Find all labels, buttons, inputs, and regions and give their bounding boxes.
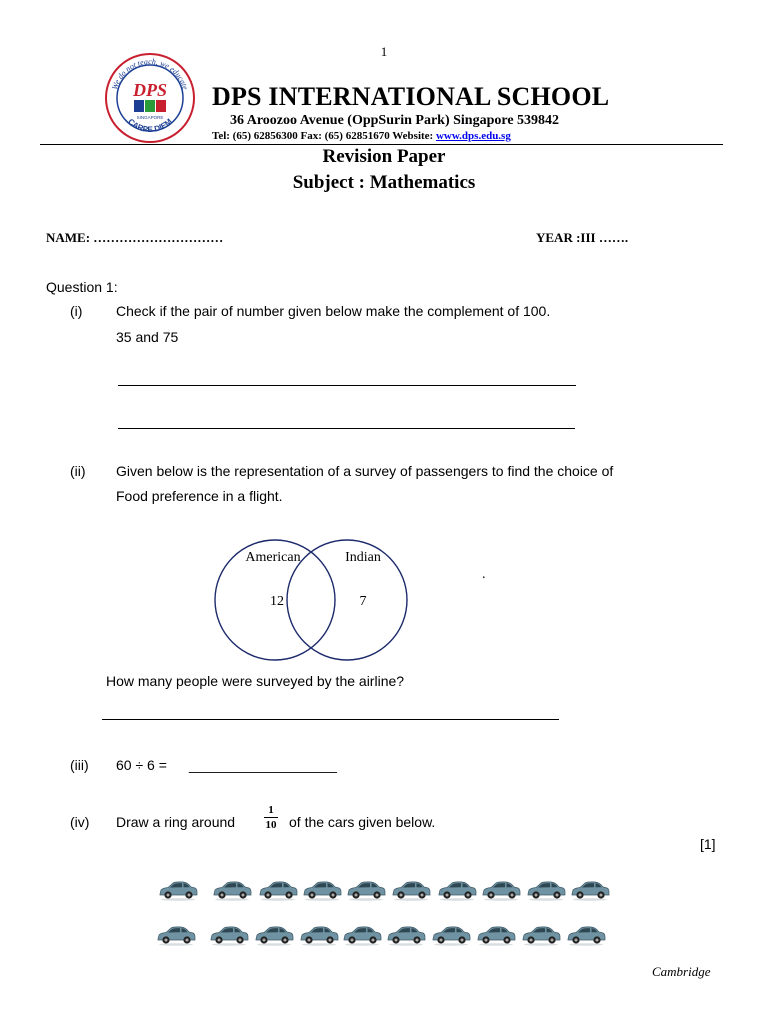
venn-label-american: American (245, 550, 301, 565)
name-field: NAME: ………………………… (46, 230, 224, 245)
car-icon (437, 879, 477, 901)
part-ii-text: Given below is the representation of a survey of passengers to find the choice of (116, 463, 614, 479)
part-i-text: Check if the pair of number given below make the complement of 100. (116, 303, 551, 319)
fraction-numerator: 1 (268, 804, 274, 816)
part-ii-prompt: How many people were surveyed by the airline? (106, 673, 405, 689)
school-name: DPS INTERNATIONAL SCHOOL (212, 82, 610, 111)
part-i-number: (i) (70, 303, 83, 319)
fraction-denominator: 10 (265, 819, 277, 831)
school-logo (104, 52, 196, 144)
venn-value-american: 12 (270, 594, 284, 609)
contact-details: Tel: (65) 62856300 Fax: (65) 62851670 Website: (212, 130, 436, 142)
venn-diagram (200, 535, 500, 665)
car-icon (566, 924, 606, 946)
car-icon (299, 924, 339, 946)
page-number: 1 (380, 44, 388, 59)
footer-cambridge: Cambridge (652, 964, 711, 979)
stray-mark: . (482, 567, 486, 582)
car-icon (391, 879, 431, 901)
car-icon (526, 879, 566, 901)
car-icon (158, 879, 198, 901)
car-icon (254, 924, 294, 946)
question-label: Question 1: (46, 279, 118, 295)
fraction (261, 804, 281, 831)
website-link[interactable]: www.dps.edu.sg (435, 130, 511, 142)
car-icon (212, 879, 252, 901)
logo-top-arc-text: We do not teach, we educate (110, 56, 190, 91)
paper-title: Revision Paper (322, 146, 446, 167)
fraction-bar (264, 817, 278, 818)
venn-value-indian: 7 (359, 594, 367, 609)
header-rule (40, 144, 723, 145)
answer-line-ii (102, 719, 559, 720)
part-iii-expression: 60 ÷ 6 = (116, 757, 167, 773)
logo-country: SINGAPORE (136, 115, 164, 120)
year-field: YEAR :III ……. (536, 230, 629, 245)
part-iii-number: (iii) (70, 757, 89, 773)
car-icon (156, 924, 196, 946)
school-address: 36 Aroozoo Avenue (OppSurin Park) Singapore 539842 (230, 113, 560, 128)
car-icon (386, 924, 426, 946)
part-iii-answer-blank: ___________________ (189, 757, 337, 773)
car-icon (342, 924, 382, 946)
part-iv-text-after: of the cars given below. (289, 814, 436, 830)
car-icon (258, 879, 298, 901)
car-icon (570, 879, 610, 901)
part-ii-text-continued: Food preference in a flight. (116, 488, 283, 504)
car-icon (481, 879, 521, 901)
school-contact (212, 130, 511, 142)
part-iv-text-before: Draw a ring around (116, 814, 236, 830)
car-icon (521, 924, 561, 946)
answer-line-i-2 (118, 428, 575, 429)
marks-label: [1] (700, 836, 716, 852)
car-icon (302, 879, 342, 901)
part-i-numbers: 35 and 75 (116, 329, 179, 345)
venn-label-indian: Indian (345, 550, 381, 565)
part-iv-number: (iv) (70, 814, 90, 830)
car-icon (209, 924, 249, 946)
answer-line-i-1 (118, 385, 576, 386)
logo-initials: DPS (132, 80, 168, 100)
paper-subject: Subject : Mathematics (292, 172, 476, 193)
part-ii-number: (ii) (70, 463, 86, 479)
car-icon (476, 924, 516, 946)
logo-motto-text: CARPE DIEM (126, 116, 174, 135)
car-icon (431, 924, 471, 946)
car-icon (346, 879, 386, 901)
